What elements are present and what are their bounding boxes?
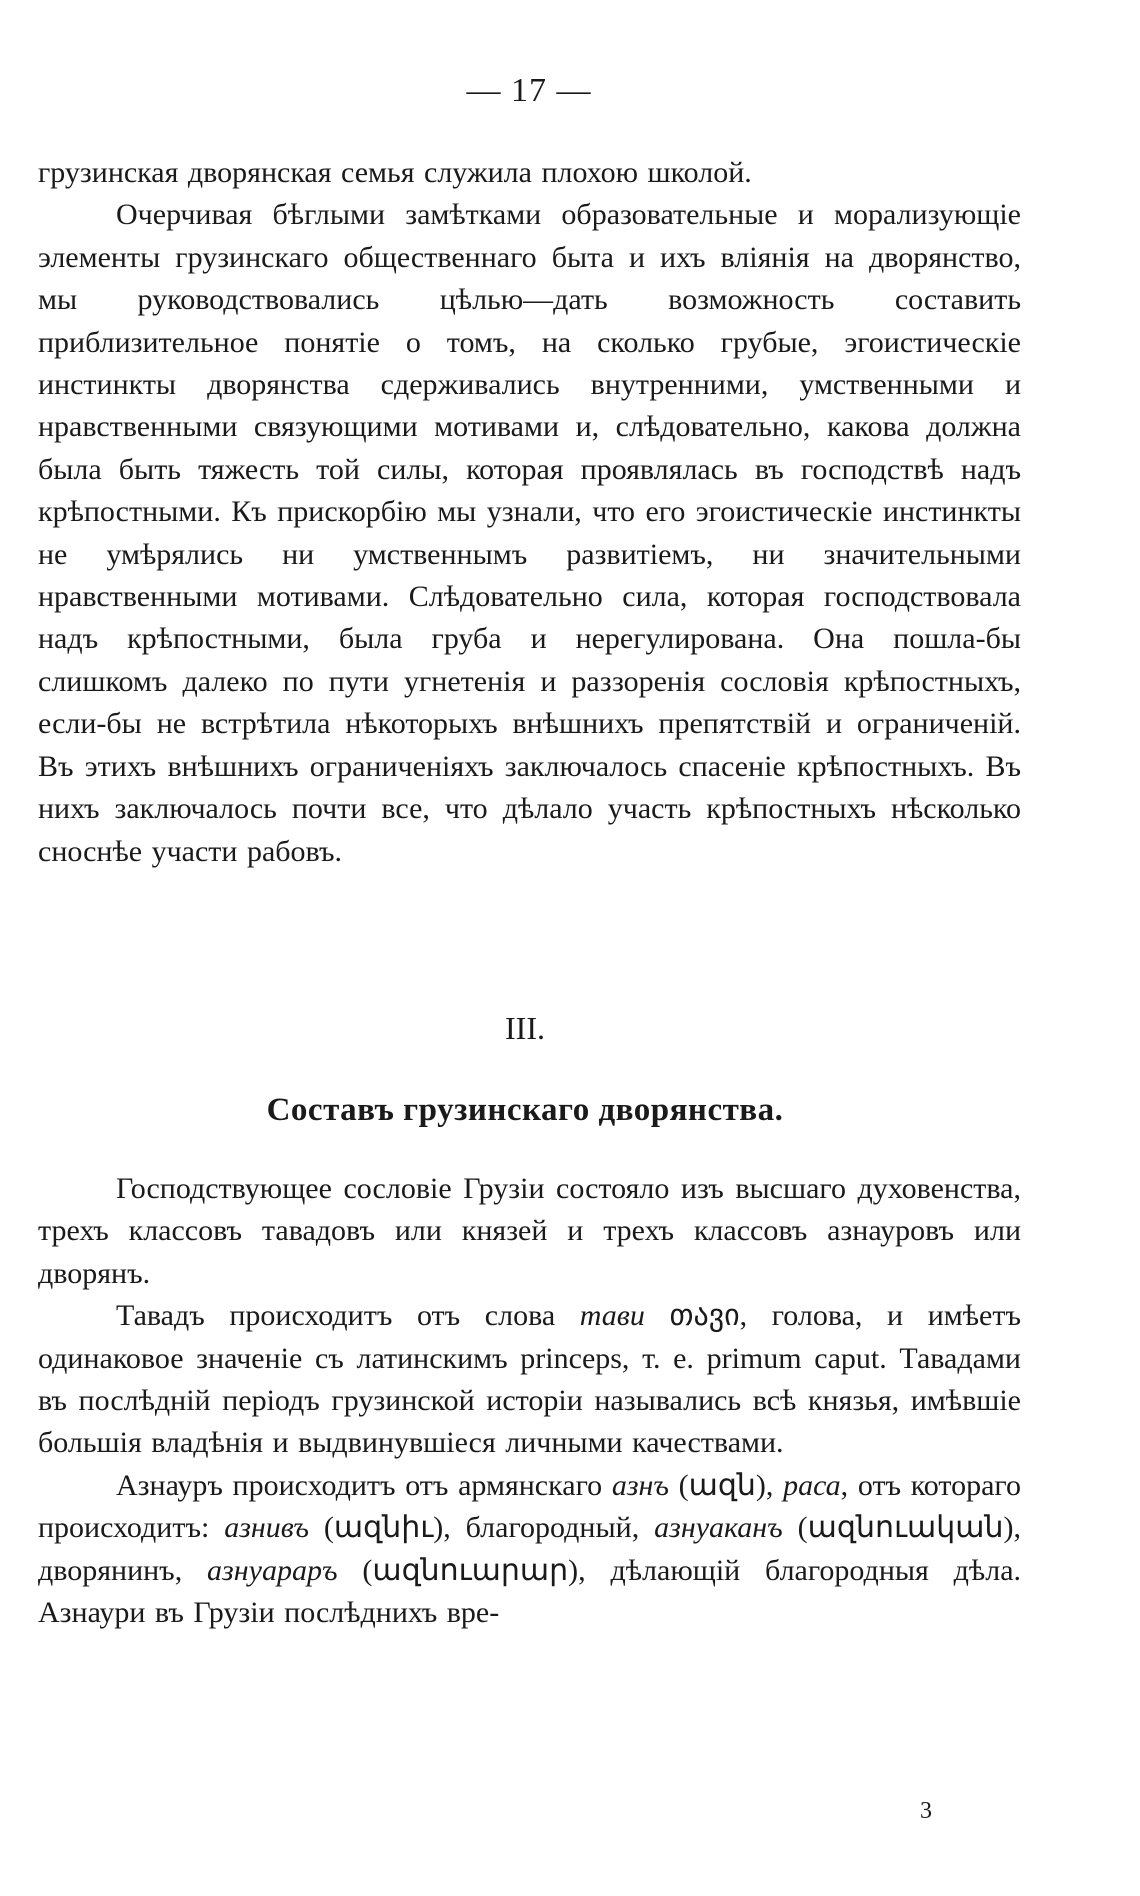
section-title: Составъ грузинскаго дворянства. (266, 1092, 784, 1128)
term-azn: азнъ (611, 1468, 669, 1502)
page-number: — 17 — (466, 72, 592, 109)
aznaur-text-k: (ազնուարար), дѣлающій благородныя дѣла. Азнаури въ Грузіи послѣднихъ вре- (38, 1553, 1022, 1630)
aznaur-text-i: (ազնուական), дворянинъ, (38, 1511, 1021, 1587)
paragraph-ruling-estate: Господствующее сословіе Грузіи состояло изъ высшаго духовенства, трехъ классовъ тавадовъ или князей и трехъ классовъ азнауровъ или дворянъ. (38, 1172, 1021, 1290)
tavad-text-c: თავი, голова, и имѣетъ одинаковое значеніе съ латинскимъ princeps, т. е. primum caput. Тавадами въ послѣдній періодъ грузинской исторіи назывались всѣ князья, имѣвшіе большія владѣнія и выдвинувшіеся личными качествами. (38, 1299, 1021, 1460)
term-aznuarar: азнуараръ (207, 1553, 338, 1587)
text-block-before-section (38, 152, 1021, 873)
aznaur-text-c: (ազն), (668, 1468, 784, 1502)
tavad-term: тави (579, 1299, 645, 1333)
term-azniv: азнивъ (224, 1511, 310, 1545)
paragraph-continuation: грузинская дворянская семья служила плохою школой. (38, 156, 752, 189)
term-rasa: раса (783, 1468, 841, 1502)
text-block-after-section (38, 1168, 1021, 1634)
section-number: III. (505, 1010, 545, 1046)
aznaur-text-g: (ազնիւ), благородный, (309, 1511, 655, 1545)
term-aznuakan: азнуаканъ (654, 1511, 783, 1545)
paragraph-tavad (38, 1295, 1021, 1465)
aznaur-text-a: Азнауръ происходитъ отъ армянскаго (116, 1468, 612, 1502)
aznaur-text-e: , отъ котораго происходитъ: (38, 1468, 1021, 1545)
paragraph-summary: Очерчивая бѣглыми замѣтками образовательные и морализующіе элементы грузинскаго общественнаго быта и ихъ вліянія на дворянство, мы руководствовались цѣлью—дать возможность составить приблизительное понятіе о томъ, на сколько грубые, эгоистическіе инстинкты дворянства сдерживались внутренними, умственными и нравственными связующими мотивами и, слѣдовательно, какова должна была быть тяжесть той силы, которая проявлялась въ господствѣ надъ крѣпостными. Къ прискорбію мы узнали, что его эгоистическіе инстинкты не умѣрялись ни умственнымъ развитіемъ, ни значительными нравственными мотивами. Слѣдовательно сила, которая господствовала надъ крѣпостными, была груба и нерегулирована. Она пошла-бы слишкомъ далеко по пути угнетенія и раззоренія сословія крѣпостныхъ, если-бы не встрѣтила нѣкоторыхъ внѣшнихъ препятствій и ограниченій. Въ этихъ внѣшнихъ ограниченіяхъ заключалось спасеніе крѣпостныхъ. Въ нихъ заключалось почти все, что дѣлало участь крѣпостныхъ нѣсколько сноснѣе участи рабовъ. (38, 198, 1021, 868)
signature-mark: 3 (920, 1798, 932, 1824)
paragraph-aznaur (38, 1465, 1021, 1635)
tavad-text-a: Тавадъ происходитъ отъ слова (116, 1299, 580, 1333)
